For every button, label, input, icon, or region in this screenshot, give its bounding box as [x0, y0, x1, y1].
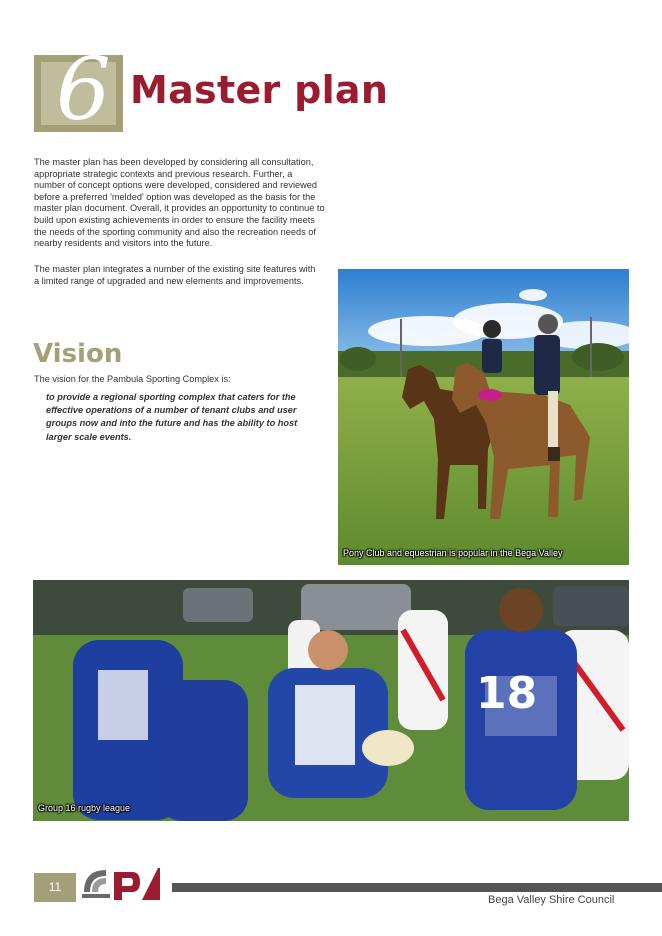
- rugby-illustration: [33, 580, 629, 821]
- intro-paragraph-1: The master plan has been developed by considering all consultation, appropriate strategic contexts and previous research. Further, a number of concept options were developed, considered and reviewed before a preferred 'melded' option was developed as the basis for the master plan document. Overall, it provides an opportunity to continue to build upon existing achievements in order to ensure the facility meets the needs of the sporting community and also the recreation needs of nearby residents and visitors into the future.: [34, 157, 325, 249]
- footer-bar: [172, 883, 662, 892]
- vision-heading: Vision: [33, 339, 123, 369]
- bega-valley-council-logo-icon: [80, 862, 162, 904]
- pony-photo-caption: Pony Club and equestrian is popular in the Bega Valley: [343, 548, 563, 558]
- vision-statement: to provide a regional sporting complex that caters for the effective operations of a number of tenant clubs and user groups now and into the future and has the ability to host larger scale events.: [46, 392, 298, 442]
- organisation-name: Bega Valley Shire Council: [488, 894, 615, 906]
- page-number: 11: [34, 873, 76, 902]
- chapter-number-badge: [34, 55, 123, 132]
- chapter-number: 6: [56, 55, 111, 132]
- intro-paragraph-2: The master plan integrates a number of the existing site features with a limited range of upgraded and new elements and improvements.: [34, 264, 316, 286]
- page-title: Master plan: [130, 68, 389, 112]
- pony-club-illustration: [338, 269, 629, 565]
- rugby-league-photo: [33, 580, 629, 821]
- jersey-number: 18: [476, 668, 538, 719]
- rugby-photo-caption: Group 16 rugby league: [38, 803, 131, 813]
- pony-club-photo: [338, 269, 629, 565]
- vision-intro: The vision for the Pambula Sporting Complex is:: [34, 374, 231, 384]
